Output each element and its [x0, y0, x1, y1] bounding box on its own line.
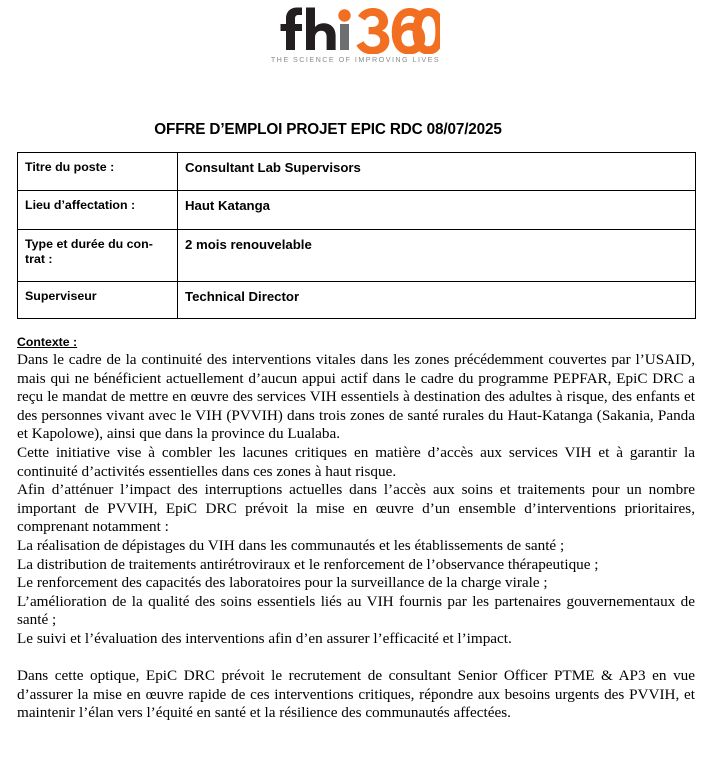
paragraph-closing: Dans cette optique, EpiC DRC prévoit le recrutement de consultant Senior Officer PTME & AP3 en vue d’assurer la mise en œuvre rapide de ces interventions critiques, répondre aux besoins urgents des PVVIH, et maintenir l’élan vers l’équité en santé et la résilience des communautés affectées.: [17, 667, 695, 722]
table-row: [18, 230, 696, 282]
paragraph-intro: Dans le cadre de la continuité des interventions vitales dans les zones précédemment couvertes par l’USAID, mais qui ne bénéficient actuellement d’aucun appui actif dans le cadre du programme PEPFAR, EpiC DRC a reçu le mandat de mettre en œuvre des services VIH essentiels à destination des adultes à risque, des enfants et des personnes vivant avec le VIH (PVVIH) dans trois zones de santé rurales du Haut-Katanga (Sakania, Panda et Kapolowe), ainsi que dans la province du Lualaba.: [17, 351, 695, 443]
list-item-distribution-arv: La distribution de traitements antirétroviraux et le renforcement de l’observance thérapeutique ;: [17, 555, 599, 573]
info-label-titre-du-poste: Titre du poste :: [18, 153, 178, 191]
job-info-table: [17, 152, 696, 319]
logo-tagline: THE SCIENCE OF IMPROVING LIVES: [270, 55, 441, 64]
list-item-amelioration-qualite: L’amélioration de la qualité des soins essentiels liés au VIH fournis par les partenaires gouvernementaux de santé ;: [17, 592, 695, 629]
list-item-depistage: La réalisation de dépistages du VIH dans les communautés et les établissements de santé ;: [17, 536, 565, 554]
contexte-body: [17, 351, 695, 723]
paragraph-initiative: Cette initiative vise à combler les lacunes critiques en matière d’accès aux services VIH et à garantir la continuité d’activités essentielles dans ces zones à haut risque.: [17, 443, 695, 480]
info-value-type-duree-contrat: 2 mois renouvelable: [178, 230, 696, 282]
fhi360-logo-mark: [272, 6, 440, 54]
section-heading-contexte: Contexte :: [17, 335, 78, 349]
list-item-renforcement-laboratoires: Le renforcement des capacités des laboratoires pour la surveillance de la charge virale ;: [17, 574, 548, 592]
list-item-suivi-evaluation: Le suivi et l’évaluation des interventions afin d’en assurer l’efficacité et l’impact.: [17, 629, 512, 647]
table-row: [18, 191, 696, 230]
paragraph-interventions-intro: Afin d’atténuer l’impact des interruptions actuelles dans l’accès aux soins et traitements pour un nombre important de PVVIH, EpiC DRC prévoit la mise en œuvre d’un ensemble d’interventions prioritaires, comprenant notamment :: [17, 481, 695, 536]
table-row: [18, 153, 696, 191]
info-label-superviseur: Superviseur: [18, 282, 178, 319]
table-row: [18, 282, 696, 319]
info-label-type-duree-contrat: Type et durée du con-trat :: [18, 230, 178, 282]
document-header-logo: [0, 0, 711, 64]
page-title: OFFRE D’EMPLOI PROJET EPIC RDC 08/07/2025: [154, 121, 502, 138]
info-value-lieu-affectation: Haut Katanga: [178, 191, 696, 230]
contexte-section: [0, 319, 711, 723]
info-label-lieu-affectation: Lieu d’affectation :: [18, 191, 178, 230]
info-value-titre-du-poste: Consultant Lab Supervisors: [178, 153, 696, 191]
info-value-superviseur: Technical Director: [178, 282, 696, 319]
